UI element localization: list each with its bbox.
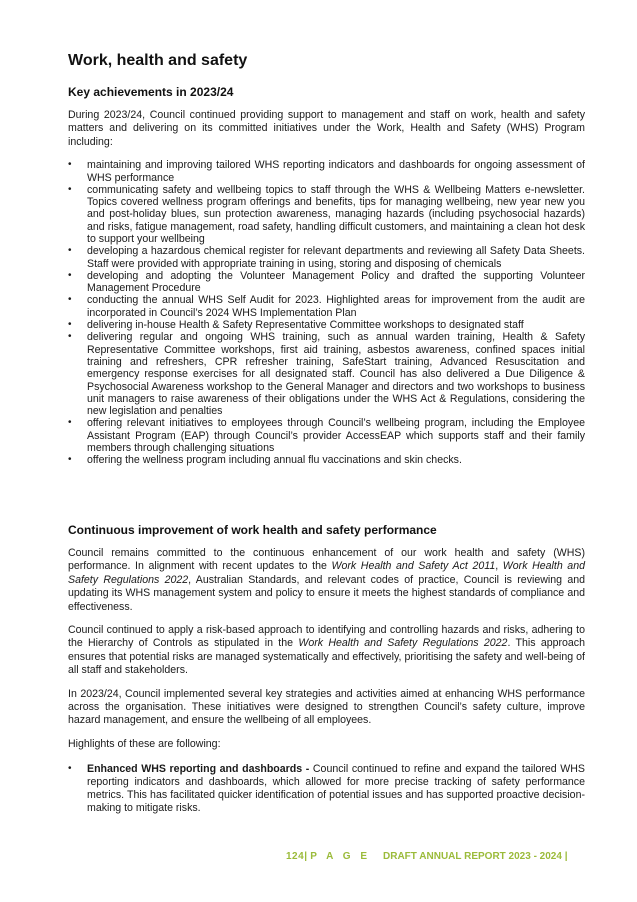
highlight-text: Council continued to refine and expand the tailored WHS reporting indicators and dashboards, which allowed for more precise tracking of safety performance metrics. This has facilitated quicker identification of potential issues and has supported proactive decision-making to mitigate risks. <box>87 763 586 814</box>
text-span: , Australian Standards, and relevant codes of practice, Council is reviewing and updating its WHS management system and policy to ensure it meets the highest standards of compliance and effectiveness. <box>68 573 585 613</box>
key-achievements-section <box>68 85 585 467</box>
improvement-paragraph-1 <box>68 547 585 614</box>
improvement-paragraph-2 <box>68 624 585 678</box>
list-item: • maintaining and improving tailored WHS reporting indicators and dashboards for ongoing assessment of WHS performance <box>68 159 585 184</box>
text-span: Council remains committed to the continuous enhancement of our work health and safety (WHS) performance. In alignment with recent updates to the <box>68 547 585 573</box>
list-item: • developing a hazardous chemical register for relevant departments and reviewing all Safety Data Sheets. Staff were provided with appropriate training in using, storing and disposing of chemicals <box>68 245 585 270</box>
achievements-list <box>68 159 585 466</box>
regulations-reference: Work Health and Safety Regulations 2022 <box>298 637 508 650</box>
act-reference: Work Health and Safety Act 2011 <box>331 560 496 573</box>
highlight-title: Enhanced WHS reporting and dashboards - <box>87 763 313 776</box>
text-span: Council continued to apply a risk-based approach to identifying and controlling hazards and risks, adhering to the Hierarchy of Controls as stipulated in the <box>68 624 585 650</box>
key-achievements-intro: During 2023/24, Council continued providing support to management and staff on work, health and safety matters and delivering on its committed initiatives under the Work, Health and Safety (WHS) Program including: <box>68 109 585 148</box>
list-item: • developing and adopting the Volunteer Management Policy and drafted the supporting Volunteer Management Procedure <box>68 270 585 295</box>
key-achievements-heading: Key achievements in 2023/24 <box>68 85 234 99</box>
improvement-paragraph-4: Highlights of these are following: <box>68 737 221 750</box>
page-word: P A G E <box>310 851 371 862</box>
list-item: • conducting the annual WHS Self Audit for 2023. Highlighted areas for improvement from the audit are incorporated in Council’s 2024 WHS Implementation Plan <box>68 294 585 319</box>
list-item: • communicating safety and wellbeing topics to staff through the WHS & Wellbeing Matters e-newsletter. Topics covered wellness program offerings and benefits, tips for managing wellbeing, new year new you and post-holiday blues, sun protection awareness, managing hazards (including psychosocial hazards) and risks, fatigue management, road safety, handling difficult customers, and maintaining a clean hot desk to support your wellbeing <box>68 184 585 245</box>
list-item: • offering the wellness program including annual flu vaccinations and skin checks. <box>68 454 585 466</box>
footer-end-bar: | <box>564 851 568 862</box>
report-title-text: DRAFT ANNUAL REPORT 2023 - 2024 <box>383 851 562 862</box>
list-item: • delivering regular and ongoing WHS training, such as annual warden training, Health & Safety Representative Committee workshops, first aid training, asbestos awareness, confined spaces initial training and refreshers, CPR refresher training, SafeStart training, Advanced Resuscitation and emergency response exercises for all designated staff. Council has also delivered a Due Diligence & Psychosocial Awareness workshop to the General Manager and directors and two workshops to business unit managers to raise awareness of their obligations under the WHS Act & Regulations, considering the new legislation and penalties <box>68 331 585 417</box>
page-title: Work, health and safety <box>68 52 248 69</box>
continuous-improvement-section <box>68 523 585 814</box>
list-item: • offering relevant initiatives to employees through Council’s wellbeing program, including the Employee Assistant Program (EAP) through Council’s provider AccessEAP which supports staff and their family members through challenging situations <box>68 417 585 454</box>
footer-separator: | <box>304 851 308 862</box>
list-item <box>68 763 585 814</box>
report-title <box>383 851 568 862</box>
text-span: . This approach ensures that potential risks are managed systematically and effectively, prioritising the safety and well-being of all staff and stakeholders. <box>68 637 585 677</box>
list-item: • delivering in-house Health & Safety Representative Committee workshops to designated staff <box>68 319 585 331</box>
regulations-reference: Work Health and Safety Regulations 2022 <box>68 560 585 586</box>
page-number: 124 <box>286 851 305 862</box>
improvement-paragraph-3: In 2023/24, Council implemented several key strategies and activities aimed at enhancing WHS performance across the organisation. These initiatives were designed to strengthen Council’s safety culture, improve hazard management, and ensure the wellbeing of all employees. <box>68 687 585 727</box>
highlights-list <box>68 763 585 814</box>
continuous-improvement-heading: Continuous improvement of work health and safety performance <box>68 523 437 537</box>
page-footer <box>286 851 606 862</box>
text-span: , <box>495 560 503 573</box>
